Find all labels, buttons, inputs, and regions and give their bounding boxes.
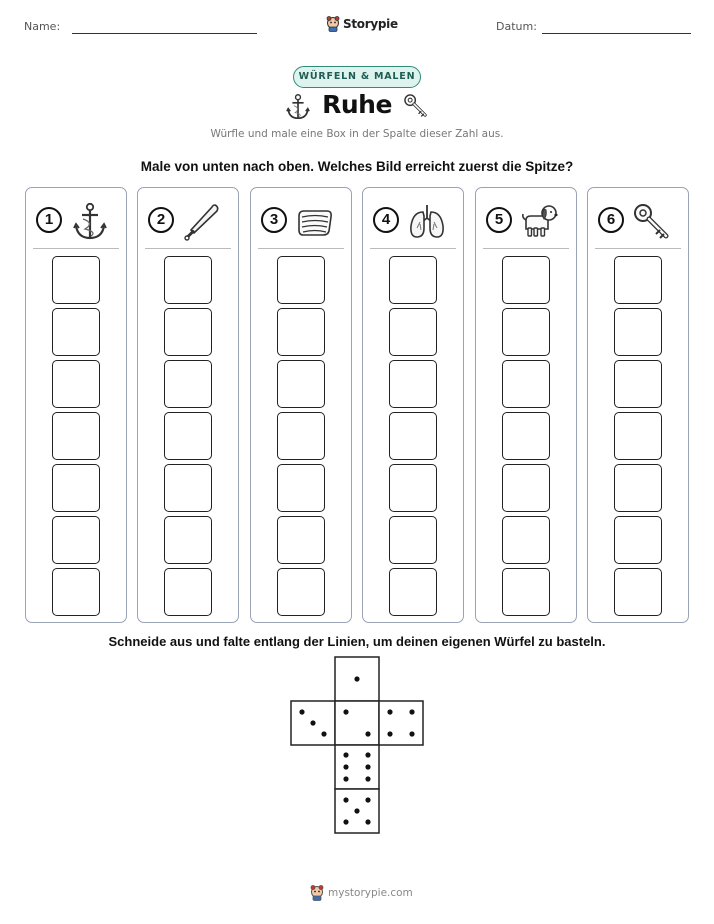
lungs-icon [407, 202, 447, 242]
key-icon [632, 202, 672, 242]
column-number: 2 [148, 207, 174, 233]
column-header [251, 198, 351, 242]
column-2 [137, 187, 239, 623]
column-header [363, 198, 463, 242]
paint-box [614, 464, 662, 512]
paint-box [164, 412, 212, 460]
paint-box [389, 256, 437, 304]
column-4 [362, 187, 464, 623]
paint-box [164, 360, 212, 408]
name-line [72, 33, 257, 34]
page-title: Ruhe [322, 90, 392, 119]
column-number: 4 [373, 207, 399, 233]
paint-box [502, 568, 550, 616]
name-label: Name: [24, 20, 61, 33]
paint-box [164, 516, 212, 564]
paint-box [277, 256, 325, 304]
worksheet-header [0, 16, 714, 40]
paint-box [52, 568, 100, 616]
paint-box [614, 308, 662, 356]
column-3 [250, 187, 352, 623]
paint-box [502, 464, 550, 512]
paint-box [389, 516, 437, 564]
title-row [0, 90, 714, 124]
paint-box [502, 412, 550, 460]
activity-badge: WÜRFELN & MALEN [293, 66, 421, 88]
paint-box [389, 412, 437, 460]
coloring-instruction: Male von unten nach oben. Welches Bild erreicht zuerst die Spitze? [140, 159, 574, 174]
column-5 [475, 187, 577, 623]
cut-fold-instruction: Schneide aus und falte entlang der Linien, um deinen eigenen Würfel zu basteln. [108, 634, 606, 649]
column-divider [258, 248, 344, 249]
paint-box [614, 256, 662, 304]
blanket-icon [295, 202, 335, 242]
paint-box [502, 308, 550, 356]
paint-box [164, 256, 212, 304]
paint-box [389, 308, 437, 356]
die-face-3 [335, 701, 379, 745]
column-1 [25, 187, 127, 623]
column-header [476, 198, 576, 242]
baseball-bat-icon [182, 202, 222, 242]
paint-box [277, 516, 325, 564]
column-header [138, 198, 238, 242]
paint-box [502, 256, 550, 304]
paint-box [164, 308, 212, 356]
column-divider [370, 248, 456, 249]
anchor-icon [70, 202, 110, 242]
subtitle: Würfle und male eine Box in der Spalte dieser Zahl aus. [210, 128, 504, 140]
column-number: 6 [598, 207, 624, 233]
column-divider [145, 248, 231, 249]
paint-box [277, 360, 325, 408]
brand-name: Storypie [343, 17, 398, 31]
column-header [26, 198, 126, 242]
paint-box [614, 412, 662, 460]
paint-box [52, 464, 100, 512]
paint-box [52, 516, 100, 564]
column-number: 5 [486, 207, 512, 233]
paint-box [502, 360, 550, 408]
paint-box [277, 412, 325, 460]
paint-box [52, 360, 100, 408]
paint-box [389, 464, 437, 512]
storypie-mascot-icon [310, 885, 324, 901]
paint-box [164, 464, 212, 512]
paint-box [614, 360, 662, 408]
column-number: 1 [36, 207, 62, 233]
die-face-2 [291, 701, 335, 745]
anchor-icon [284, 92, 312, 122]
paint-box [389, 360, 437, 408]
date-line [542, 33, 691, 34]
paint-box [52, 412, 100, 460]
brand-logo [326, 16, 398, 32]
footer [0, 885, 714, 905]
die-face-6 [335, 745, 379, 789]
paint-box [614, 568, 662, 616]
paint-box [502, 516, 550, 564]
paint-box [277, 568, 325, 616]
paint-box [277, 464, 325, 512]
paint-box [614, 516, 662, 564]
die-face-1 [335, 657, 379, 701]
storypie-mascot-icon [326, 16, 340, 32]
column-number: 3 [261, 207, 287, 233]
column-divider [33, 248, 119, 249]
die-face-4 [379, 701, 423, 745]
column-divider [483, 248, 569, 249]
paint-box [52, 308, 100, 356]
column-divider [595, 248, 681, 249]
dog-icon [520, 202, 560, 242]
paint-box [277, 308, 325, 356]
column-header [588, 198, 688, 242]
date-label: Datum: [496, 20, 537, 33]
column-6 [587, 187, 689, 623]
key-icon [402, 93, 430, 119]
footer-url: mystorypie.com [328, 887, 413, 899]
paint-box [164, 568, 212, 616]
paint-box [52, 256, 100, 304]
die-net [290, 656, 426, 836]
paint-box [389, 568, 437, 616]
die-face-5 [335, 789, 379, 833]
